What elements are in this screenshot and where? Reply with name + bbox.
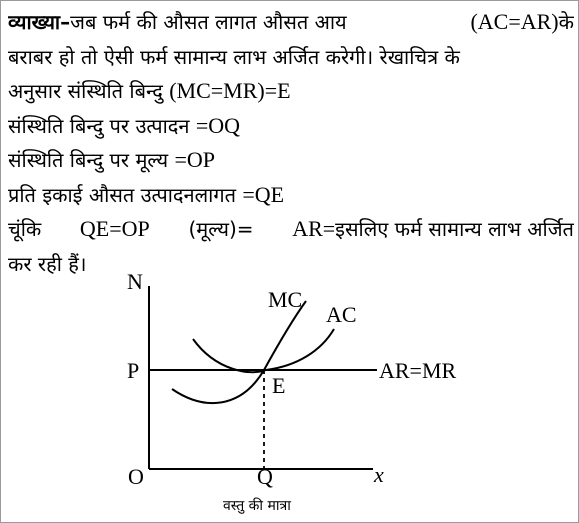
text-line-2: बराबर हो तो ऐसी फर्म सामान्य लाभ अर्जित करेगी। रेखाचित्र के — [8, 44, 460, 69]
price-label: P — [127, 358, 140, 383]
text-line-6-a: प्रति इकाई औसत उत्पादनलागत — [8, 182, 237, 207]
text-line-3-b: (MC=MR)=E — [169, 78, 291, 103]
text-line-8: कर रही हैं। — [8, 251, 87, 276]
x-axis-caption: वस्तु की मात्रा — [223, 498, 291, 514]
mc-curve — [172, 301, 306, 403]
equilibrium-label: E — [272, 373, 286, 398]
y-axis-label: N — [127, 269, 143, 294]
equilibrium-diagram — [1, 1, 578, 522]
text-line-6-b: =QE — [242, 181, 285, 207]
ar-mr-label: AR=MR — [379, 358, 457, 383]
ac-label: AC — [326, 302, 357, 327]
ac-curve — [193, 329, 334, 372]
text-line-7-a: चूंकि — [8, 217, 42, 241]
text-line-3-a: अनुसार संस्थिति बिन्दु — [8, 79, 163, 103]
origin-label: O — [128, 464, 144, 489]
text-line-7-d: AR= — [292, 216, 336, 241]
text-line-5-b: =OP — [174, 147, 216, 172]
text-line-4-b: =OQ — [195, 112, 241, 138]
text-line-7-b: QE=OP — [79, 216, 150, 241]
text-line-7-c: (मूल्य)= — [188, 217, 254, 241]
text-line-1-c: के — [558, 10, 574, 34]
explanation-heading: व्याख्या– — [8, 10, 71, 34]
x-axis-label: x — [374, 462, 384, 487]
quantity-label: Q — [257, 464, 273, 489]
text-line-7-e: इसलिए फर्म सामान्य लाभ अर्जित — [335, 217, 574, 241]
text-line-1-a: जब फर्म की औसत लागत औसत आय — [70, 10, 347, 34]
mc-label: MC — [268, 287, 303, 312]
text-line-1-b: (AC=AR) — [470, 9, 559, 34]
text-line-5-a: संस्थिति बिन्दु पर मूल्य — [8, 148, 169, 172]
text-line-4-a: संस्थिति बिन्दु पर उत्पादन — [8, 113, 190, 138]
